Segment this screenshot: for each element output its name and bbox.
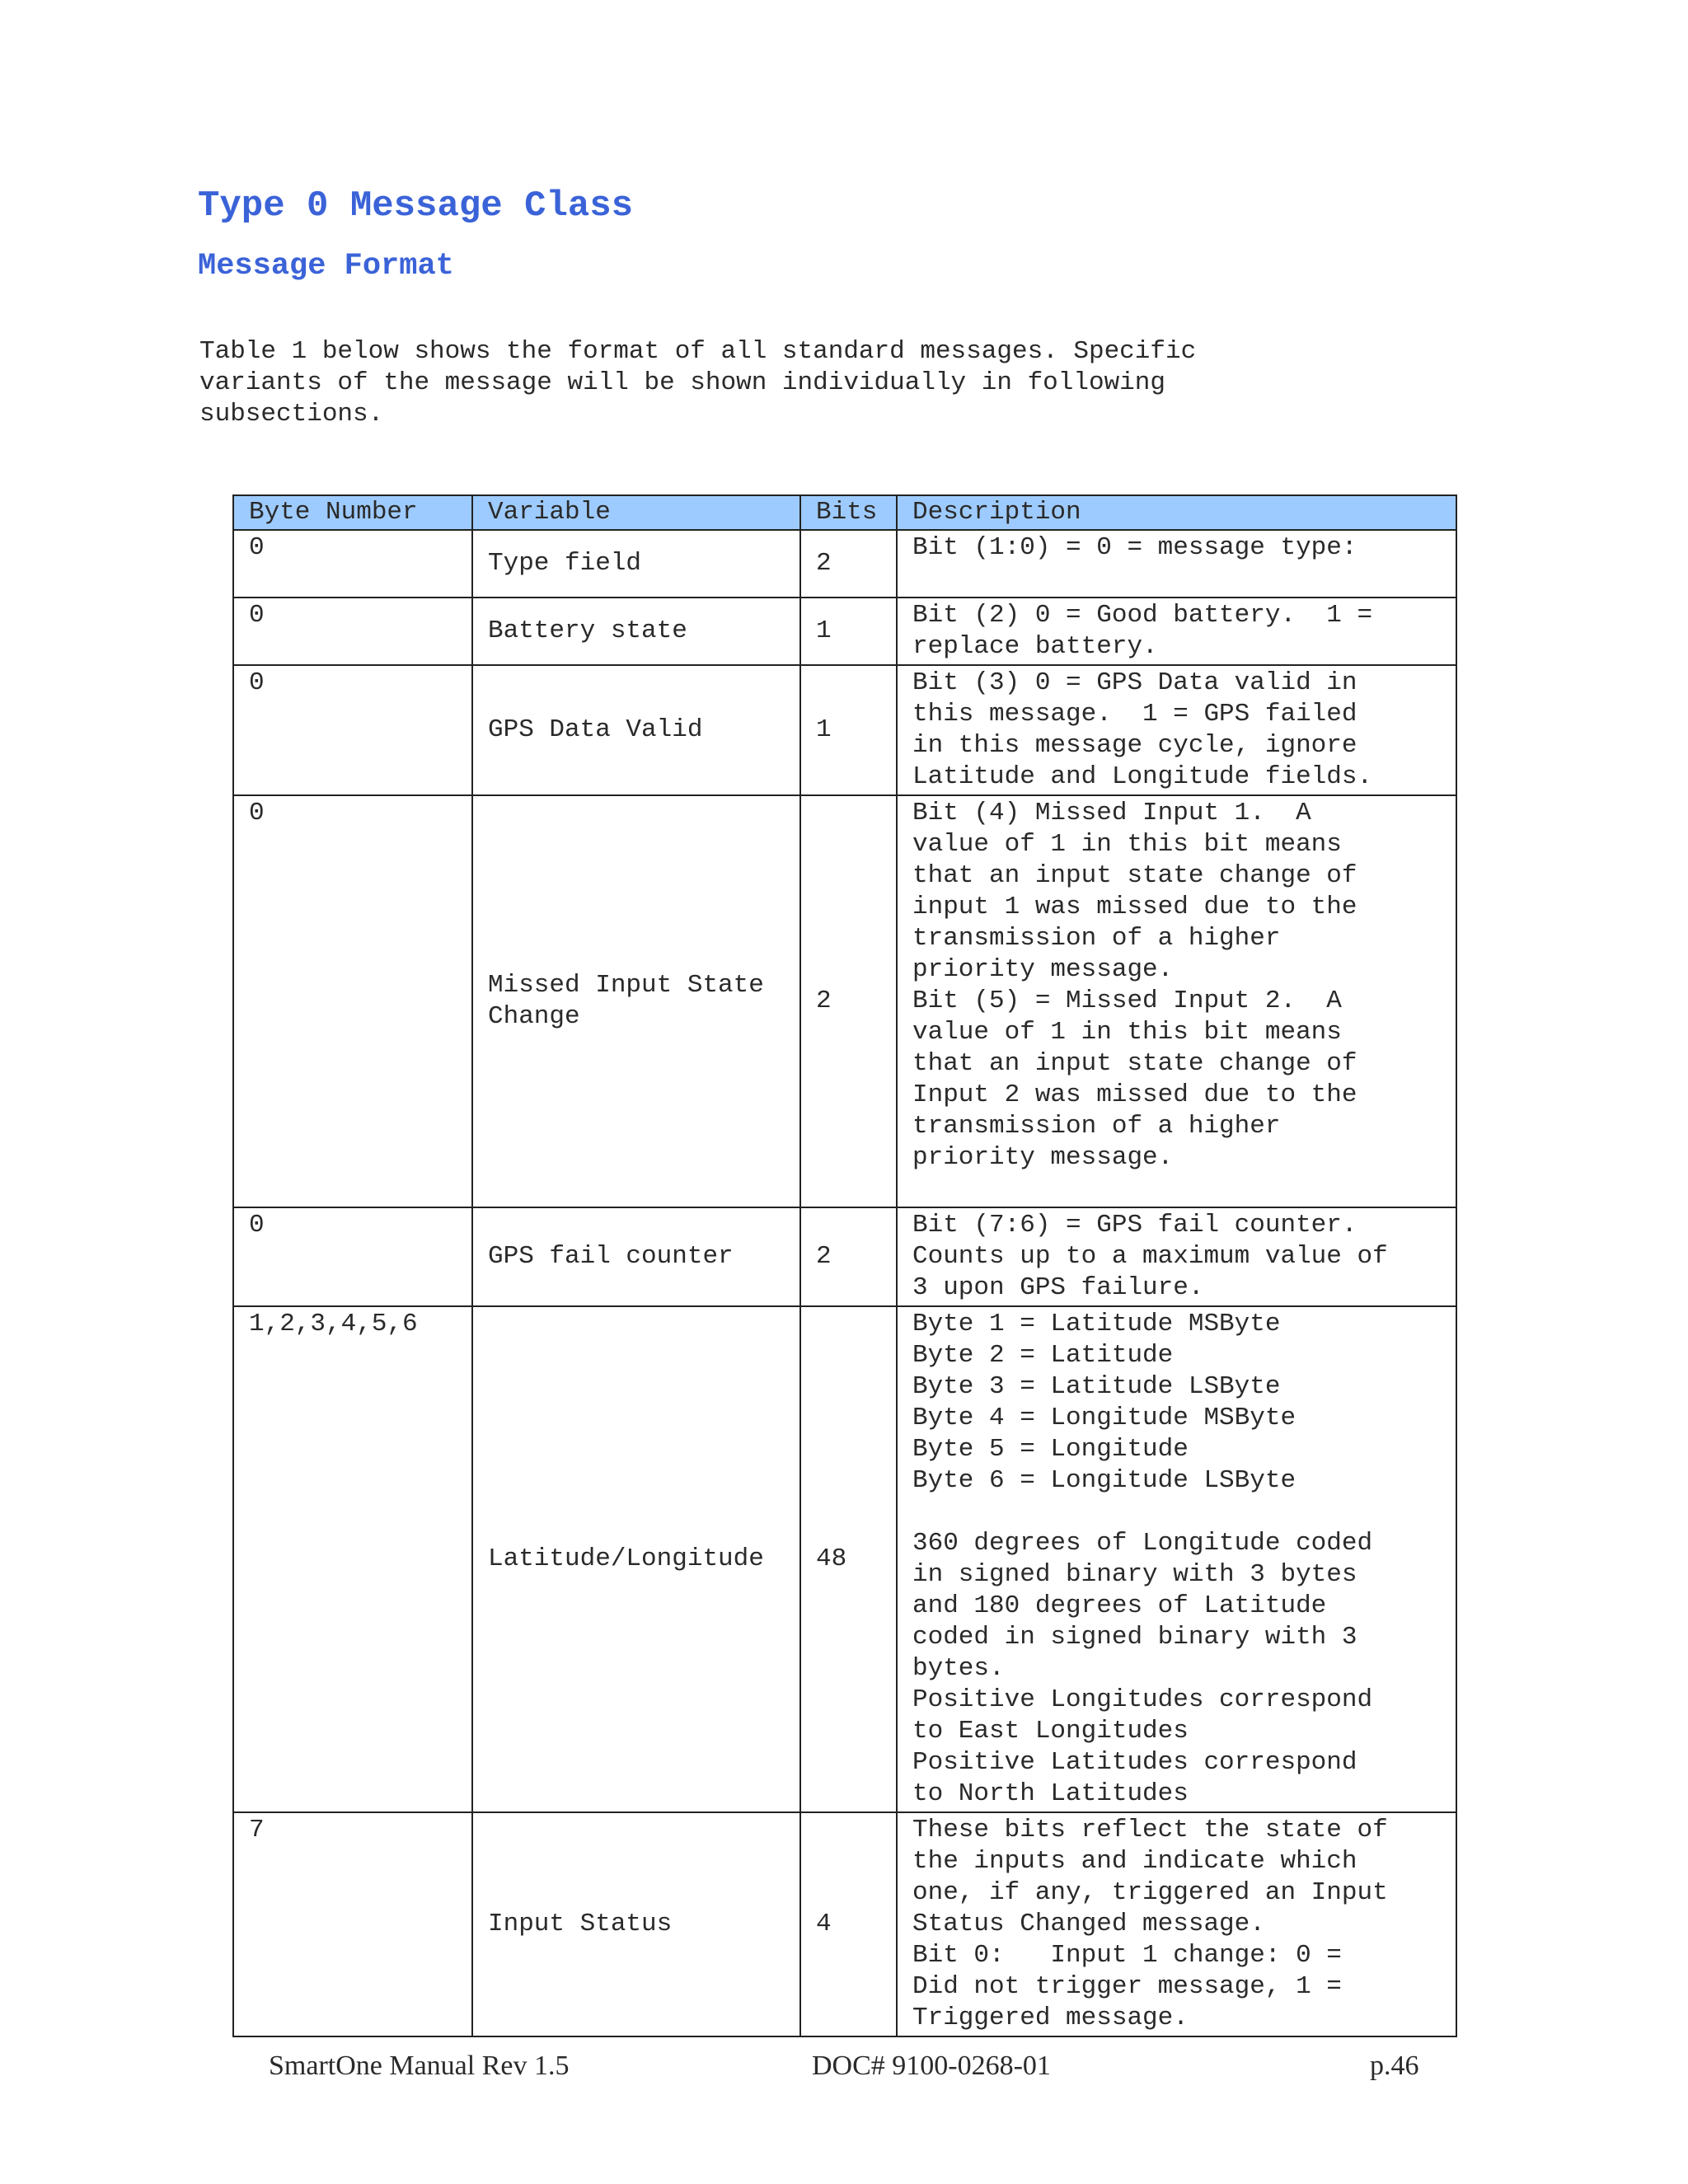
- cell-byte-number: 0: [233, 665, 472, 795]
- cell-byte-number: 0: [233, 795, 472, 1207]
- description-line: priority message.: [912, 1143, 1174, 1172]
- table-header-row: [233, 495, 1456, 530]
- description-line: Byte 5 = Longitude: [912, 1435, 1189, 1464]
- header-bits: Bits: [800, 495, 897, 530]
- cell-variable: Battery state: [472, 598, 800, 665]
- description-line: that an input state change of: [912, 1049, 1357, 1078]
- description-line: Positive Latitudes correspond: [912, 1748, 1357, 1777]
- table-row: [233, 795, 1456, 1207]
- description-line: that an input state change of: [912, 861, 1357, 890]
- description-line: priority message.: [912, 955, 1174, 984]
- cell-bits: 2: [800, 795, 897, 1207]
- cell-byte-number: 0: [233, 1207, 472, 1306]
- cell-bits: 2: [800, 1207, 897, 1306]
- description-line: Byte 2 = Latitude: [912, 1341, 1174, 1370]
- cell-description: [897, 795, 1456, 1207]
- description-line: in this message cycle, ignore: [912, 731, 1357, 760]
- table-row: [233, 530, 1456, 598]
- description-line: Counts up to a maximum value of: [912, 1242, 1388, 1271]
- description-line: Bit 0: Input 1 change: 0 =: [912, 1941, 1342, 1970]
- description-line: Status Changed message.: [912, 1910, 1265, 1938]
- cell-description: [897, 598, 1456, 665]
- message-format-table: [232, 494, 1457, 2037]
- description-line: 3 upon GPS failure.: [912, 1273, 1204, 1302]
- cell-variable: GPS fail counter: [472, 1207, 800, 1306]
- description-line: this message. 1 = GPS failed: [912, 700, 1357, 729]
- description-line: value of 1 in this bit means: [912, 830, 1342, 859]
- cell-bits: 4: [800, 1812, 897, 2036]
- description-line: Bit (1:0) = 0 = message type:: [912, 533, 1357, 562]
- cell-variable: Missed Input State Change: [472, 795, 800, 1207]
- header-description: Description: [897, 495, 1456, 530]
- description-line: transmission of a higher: [912, 924, 1281, 953]
- page-title: Type 0 Message Class: [198, 185, 634, 227]
- description-line: to North Latitudes: [912, 1779, 1189, 1808]
- section-subtitle: Message Format: [198, 249, 454, 284]
- description-line: These bits reflect the state of: [912, 1816, 1388, 1844]
- description-line: Byte 3 = Latitude LSByte: [912, 1372, 1281, 1401]
- description-line: Byte 4 = Longitude MSByte: [912, 1404, 1296, 1432]
- description-line: Bit (5) = Missed Input 2. A: [912, 987, 1342, 1015]
- description-line: transmission of a higher: [912, 1112, 1281, 1141]
- header-byte-number: Byte Number: [233, 495, 472, 530]
- footer-manual-rev: SmartOne Manual Rev 1.5: [269, 2050, 570, 2081]
- intro-line: variants of the message will be shown individually in following: [199, 368, 1165, 397]
- description-line: Bit (4) Missed Input 1. A: [912, 799, 1311, 827]
- footer-doc-number: DOC# 9100-0268-01: [812, 2050, 1051, 2081]
- table-row: [233, 1812, 1456, 2036]
- description-line: Bit (2) 0 = Good battery. 1 =: [912, 601, 1373, 630]
- description-line: [912, 564, 1441, 595]
- cell-byte-number: 1,2,3,4,5,6: [233, 1306, 472, 1812]
- cell-bits: 1: [800, 598, 897, 665]
- intro-line: subsections.: [199, 400, 384, 429]
- footer-page-number: p.46: [1370, 2050, 1419, 2081]
- cell-variable: GPS Data Valid: [472, 665, 800, 795]
- description-line: and 180 degrees of Latitude: [912, 1591, 1327, 1620]
- cell-bits: 1: [800, 665, 897, 795]
- table-row: [233, 598, 1456, 665]
- description-line: Positive Longitudes correspond: [912, 1685, 1373, 1714]
- cell-description: [897, 1207, 1456, 1306]
- description-line: Triggered message.: [912, 2004, 1189, 2032]
- description-line: replace battery.: [912, 632, 1158, 661]
- intro-line: Table 1 below shows the format of all standard messages. Specific: [199, 337, 1197, 366]
- cell-description: [897, 1306, 1456, 1812]
- description-line: Did not trigger message, 1 =: [912, 1972, 1342, 2001]
- table-row: [233, 1207, 1456, 1306]
- table-row: [233, 1306, 1456, 1812]
- description-line: coded in signed binary with 3: [912, 1623, 1357, 1652]
- description-line: input 1 was missed due to the: [912, 893, 1357, 921]
- cell-variable: Input Status: [472, 1812, 800, 2036]
- description-line: one, if any, triggered an Input: [912, 1878, 1388, 1907]
- intro-paragraph: [199, 336, 1551, 430]
- description-line: bytes.: [912, 1654, 1005, 1683]
- description-line: [912, 1174, 1441, 1205]
- description-line: Bit (7:6) = GPS fail counter.: [912, 1211, 1357, 1240]
- cell-byte-number: 0: [233, 598, 472, 665]
- cell-variable: Latitude/Longitude: [472, 1306, 800, 1812]
- table-body: [233, 530, 1456, 2036]
- description-line: Input 2 was missed due to the: [912, 1080, 1357, 1109]
- description-line: the inputs and indicate which: [912, 1847, 1357, 1876]
- description-line: value of 1 in this bit means: [912, 1018, 1342, 1047]
- cell-bits: 2: [800, 530, 897, 598]
- description-line: in signed binary with 3 bytes: [912, 1560, 1357, 1589]
- cell-byte-number: 7: [233, 1812, 472, 2036]
- description-line: Byte 6 = Longitude LSByte: [912, 1466, 1296, 1495]
- table-row: [233, 665, 1456, 795]
- cell-bits: 48: [800, 1306, 897, 1812]
- description-line: to East Longitudes: [912, 1717, 1189, 1746]
- description-line: [912, 1497, 1441, 1528]
- header-variable: Variable: [472, 495, 800, 530]
- cell-description: [897, 1812, 1456, 2036]
- description-line: Byte 1 = Latitude MSByte: [912, 1310, 1281, 1338]
- description-line: Latitude and Longitude fields.: [912, 762, 1373, 791]
- description-line: Bit (3) 0 = GPS Data valid in: [912, 668, 1357, 697]
- cell-variable: Type field: [472, 530, 800, 598]
- cell-description: [897, 665, 1456, 795]
- cell-description: [897, 530, 1456, 598]
- description-line: 360 degrees of Longitude coded: [912, 1529, 1373, 1558]
- cell-byte-number: 0: [233, 530, 472, 598]
